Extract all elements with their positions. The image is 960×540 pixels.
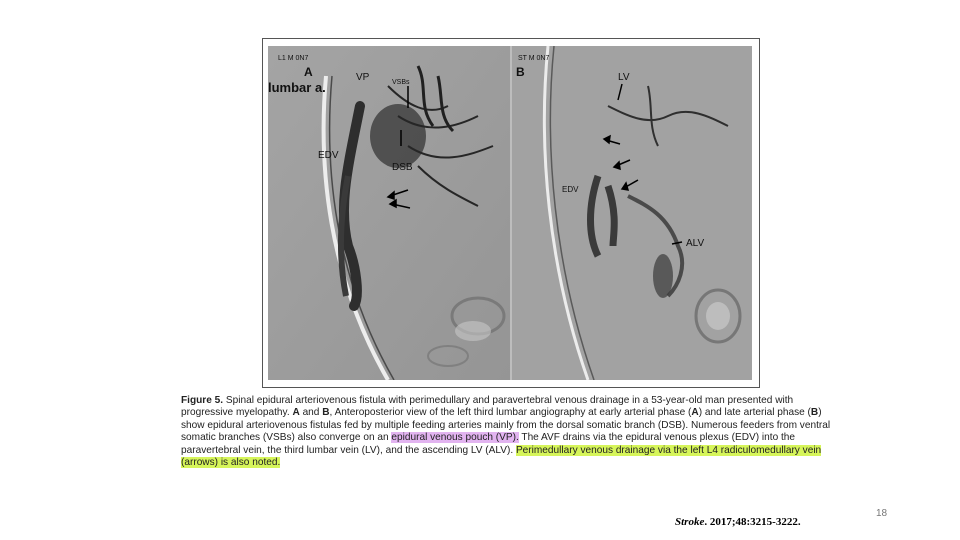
panel-b	[512, 46, 752, 380]
citation-journal: Stroke	[675, 516, 705, 528]
citation	[675, 516, 801, 528]
caption-highlight-green: Perimedullary venous drainage via the left L4 radiculomedullary vein (arrows) is also noted.	[181, 444, 822, 469]
caption-text-4: ) show epidural arteriovenous fistulas fed by multiple feeding arteries mainly from the dorsal somatic branch (DSB). Numerous feeders from ventral somatic branches (VSBs) also converge on an	[181, 407, 831, 444]
panel-a-label: A	[304, 65, 313, 79]
caption-figure-label: Figure 5.	[181, 395, 224, 406]
label-vp: VP	[356, 72, 370, 83]
figure-caption	[181, 395, 841, 469]
caption-and: and	[299, 407, 323, 419]
caption-bold-b: B	[322, 407, 330, 419]
panel-a	[268, 46, 510, 380]
label-vsbs: VSBs	[392, 79, 410, 86]
label-lv: LV	[618, 72, 630, 83]
caption-bold-a: A	[292, 407, 300, 419]
caption-highlight-purple: epidural venous pouch (VP).	[391, 432, 519, 444]
panel-b-tag: ST M 0N7	[518, 55, 550, 62]
panel-a-tag: L1 M 0N7	[278, 55, 309, 62]
label-dsb: DSB	[392, 162, 413, 173]
caption-paren-b: B	[810, 407, 819, 419]
slide-number: 18	[876, 508, 888, 519]
caption-text-3: ) and late arterial phase (	[698, 407, 811, 419]
caption-text-1: Spinal epidural arteriovenous fistula with perimedullary and paravertebral venous drainage in a 53-year-old man presented with progressive myelopathy.	[181, 395, 794, 419]
label-edv-b: EDV	[562, 185, 579, 194]
label-alv: ALV	[686, 238, 705, 249]
label-edv-a: EDV	[318, 150, 339, 161]
lumbar-artery-label: lumbar a.	[268, 80, 326, 95]
citation-details: . 2017;48:3215-3222.	[704, 516, 801, 528]
caption-paren-a: A	[691, 407, 699, 419]
caption-text-5: The AVF drains via the epidural venous plexus (EDV) into the paravertebral vein, the third lumbar vein (LV), and the ascending LV (ALV).	[181, 432, 796, 456]
panel-b-label: B	[516, 65, 525, 79]
angiography-image	[268, 46, 752, 380]
caption-text-2: , Anteroposterior view of the left third lumbar angiography at early arterial phase (	[329, 407, 692, 419]
